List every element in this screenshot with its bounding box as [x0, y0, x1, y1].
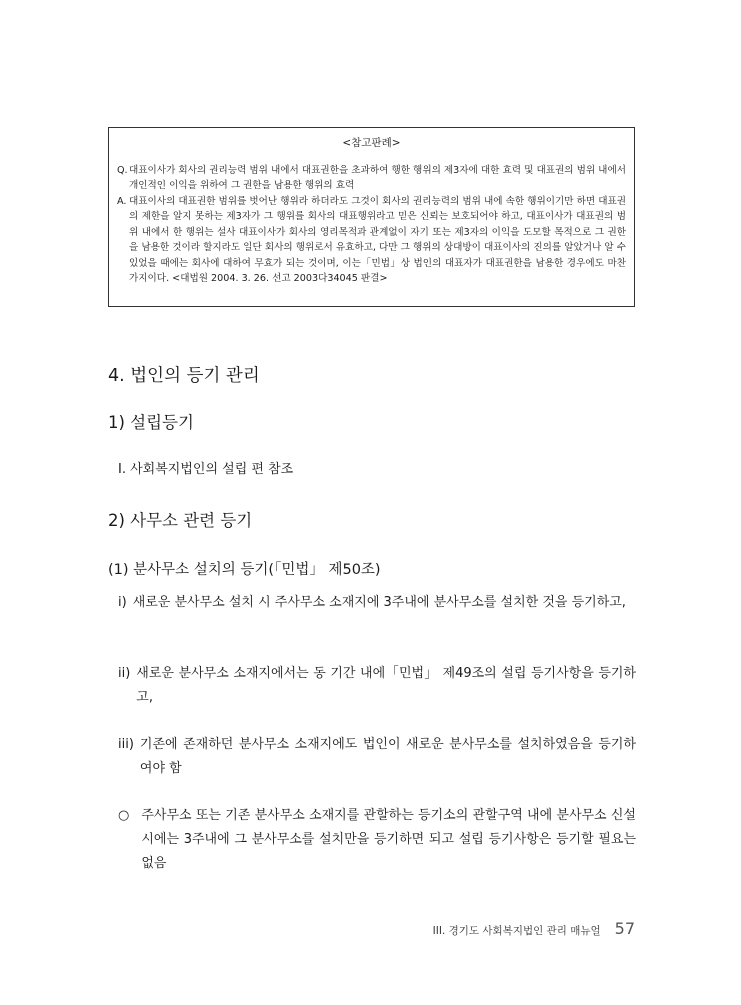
subsection-heading-office: 2) 사무소 관련 등기	[108, 511, 253, 530]
section-heading: 4. 법인의 등기 관리	[108, 366, 260, 386]
question-text: 대표이사가 회사의 권리능력 범위 내에서 대표권한을 초과하여 행한 행위의 제3자에 대한 효력 및 대표권의 범위 내에서 개인적인 이익을 위하여 그 권한을 남용한 행위의 효력	[129, 164, 626, 191]
list-item-text: 기존에 존재하던 분사무소 소재지에도 법인이 새로운 분사무소를 설치하였음을 등기하여야 함	[139, 737, 636, 776]
list-item-text: 새로운 분사무소 설치 시 주사무소 소재지에 3주내에 분사무소를 설치한 것을 등기하고,	[132, 595, 626, 610]
branch-office-heading: (1) 분사무소 설치의 등기(「민법」 제50조)	[108, 562, 381, 578]
list-item-text: 새로운 분사무소 소재지에서는 동 기간 내에「민법」 제49조의 설립 등기사항을 등기하고,	[136, 666, 636, 705]
reference-question	[117, 163, 626, 194]
establishment-reference: Ⅰ. 사회복지법인의 설립 편 참조	[118, 462, 294, 477]
list-item	[118, 662, 636, 710]
list-item	[118, 804, 636, 876]
bullet-circle: ○	[118, 808, 130, 823]
list-item-text: 주사무소 또는 기존 분사무소 소재지를 관할하는 등기소의 관할구역 내에 분사무소 신설 시에는 3주내에 그 분사무소를 설치만을 등기하면 되고 설립 등기사항은 등기할 필요는 없음	[141, 808, 636, 871]
list-item	[118, 733, 636, 781]
page-number: 57	[614, 919, 635, 938]
answer-text: 대표이사의 대표권한 범위를 벗어난 행위라 하더라도 그것이 회사의 권리능력의 범위 내에 속한 행위이기만 하면 대표권의 제한을 알지 못하는 제3자가 그 행위를 회사의 대표행위라고 믿은 신뢰는 보호되어야 하고, 대표이사가 대표권의 범위 내에서 한 행위는 설사 대표이사가 회사의 영리목적과 관계없이 자기 또는 제3자의 이익을 도모할 목적으로 그 권한을 남용한 것이라 할지라도 일단 회사의 행위로서 유효하고, 다만 그 행위의 상대방이 대표이사의 진의를 알았거나 알 수 있었을 때에는 회사에 대하여 무효가 되는 것이며, 이는「민법」상 법인의 대표자가 대표권한을 남용한 경우에도 마찬가지이다. <대법원 2004. 3. 26. 선고 2003다34045 판결>	[129, 195, 626, 284]
footer-chapter-title: III. 경기도 사회복지법인 관리 매뉴얼	[432, 925, 601, 937]
question-mark: Q.	[117, 164, 128, 176]
reference-answer	[117, 194, 626, 287]
subsection-heading-establishment: 1) 설립등기	[108, 413, 194, 432]
reference-case-box	[108, 127, 635, 307]
reference-case-title: <참고판례>	[342, 137, 401, 149]
list-item-number: iii)	[118, 737, 134, 752]
page-footer	[433, 919, 635, 938]
answer-mark: A.	[117, 195, 127, 207]
list-item-number: ii)	[118, 666, 131, 681]
list-item-number: i)	[118, 595, 127, 610]
list-item	[118, 591, 636, 615]
